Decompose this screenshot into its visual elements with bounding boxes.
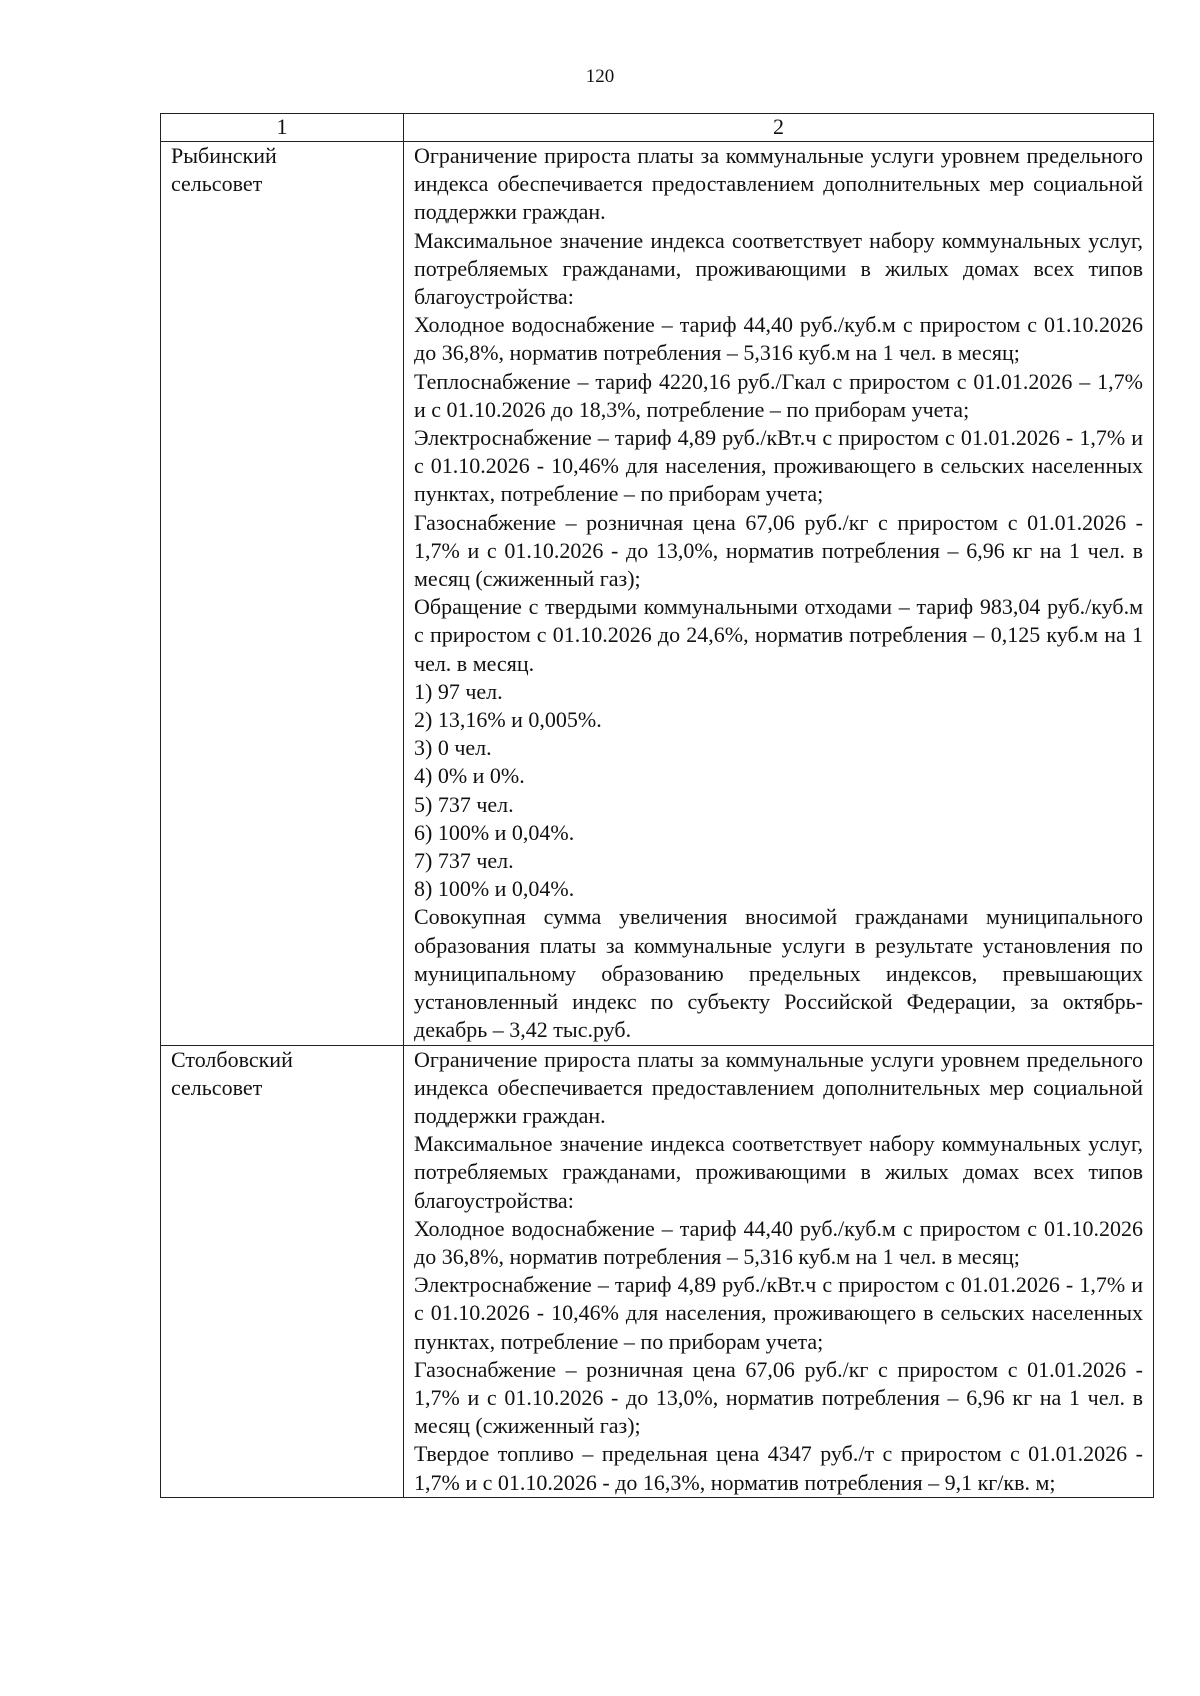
municipality-name-line: Столбовский	[171, 1046, 293, 1072]
paragraph: Твердое топливо – предельная цена 4347 руб./т с приростом с 01.01.2026 - 1,7% и с 01.10.2026 - до 16,3%, норматив потребления – 9,1 кг/кв. м;	[414, 1441, 1143, 1495]
list-item: 8) 100% и 0,04%.	[414, 876, 575, 902]
municipality-name-cell	[161, 142, 404, 1046]
paragraph: Электроснабжение – тариф 4,89 руб./кВт.ч с приростом с 01.01.2026 - 1,7% и с 01.10.2026 - 10,46% для населения, проживающего в сельских населенных пунктах, потребление – по приборам учета;	[414, 1272, 1143, 1354]
paragraph: Ограничение прироста платы за коммунальные услуги уровнем предельного индекса обеспечивается предоставлением дополнительных мер социальной поддержки граждан.	[414, 143, 1143, 225]
paragraph: Максимальное значение индекса соответствует набору коммунальных услуг, потребляемых гражданами, проживающими в жилых домах всех типов благоустройства:	[414, 227, 1143, 310]
paragraph: Холодное водоснабжение – тариф 44,40 руб./куб.м с приростом с 01.10.2026 до 36,8%, норматив потребления – 5,316 куб.м на 1 чел. в месяц;	[414, 1215, 1143, 1269]
paragraph: Электроснабжение – тариф 4,89 руб./кВт.ч с приростом с 01.01.2026 - 1,7% и с 01.10.2026 - 10,46% для населения, проживающего в сельских населенных пунктах, потребление – по приборам учета;	[414, 425, 1143, 507]
paragraph: Холодное водоснабжение – тариф 44,40 руб./куб.м с приростом с 01.10.2026 до 36,8%, норматив потребления – 5,316 куб.м на 1 чел. в месяц;	[414, 312, 1143, 366]
municipality-description-cell	[404, 142, 1154, 1046]
paragraph: Газоснабжение – розничная цена 67,06 руб./кг с приростом с 01.01.2026 - 1,7% и с 01.10.2026 - до 13,0%, норматив потребления – 6,96 кг на 1 чел. в месяц (сжиженный газ);	[414, 509, 1143, 592]
paragraph: Обращение с твердыми коммунальными отходами – тариф 983,04 руб./куб.м с приростом с 01.10.2026 до 24,6%, норматив потребления – 0,125 куб.м на 1 чел. в месяц.	[414, 594, 1143, 676]
municipality-name-line: Рыбинский	[171, 143, 277, 168]
list-item: 3) 0 чел.	[414, 735, 492, 761]
column-header-1: 1	[161, 114, 404, 142]
list-item: 2) 13,16% и 0,005%.	[414, 707, 602, 733]
list-item: 6) 100% и 0,04%.	[414, 819, 575, 845]
paragraph: Максимальное значение индекса соответствует набору коммунальных услуг, потребляемых гражданами, проживающими в жилых домах всех типов благоустройства:	[414, 1131, 1143, 1213]
municipality-name-line: сельсовет	[171, 171, 263, 197]
list-item: 5) 737 чел.	[414, 791, 514, 817]
paragraph: Ограничение прироста платы за коммунальные услуги уровнем предельного индекса обеспечивается предоставлением дополнительных мер социальной поддержки граждан.	[414, 1046, 1143, 1128]
column-header-2: 2	[404, 114, 1154, 142]
table-row	[161, 142, 1154, 1046]
page-number: 120	[585, 66, 615, 87]
paragraph: Газоснабжение – розничная цена 67,06 руб./кг с приростом с 01.01.2026 - 1,7% и с 01.10.2026 - до 13,0%, норматив потребления – 6,96 кг на 1 чел. в месяц (сжиженный газ);	[414, 1356, 1143, 1439]
list-item: 1) 97 чел.	[414, 678, 503, 704]
municipality-name-cell	[161, 1045, 404, 1497]
paragraph: Теплоснабжение – тариф 4220,16 руб./Гкал с приростом с 01.01.2026 – 1,7% и с 01.10.2026 до 18,3%, потребление – по приборам учета;	[414, 368, 1143, 422]
table-row	[161, 1045, 1154, 1497]
list-item: 7) 737 чел.	[414, 848, 514, 874]
list-item: 4) 0% и 0%.	[414, 763, 525, 789]
table-header-row	[161, 114, 1154, 142]
municipality-description-cell	[404, 1045, 1154, 1497]
municipality-name-line: сельсовет	[171, 1074, 263, 1100]
document-table	[160, 113, 1154, 1498]
summary-paragraph: Совокупная сумма увеличения вносимой гражданами муниципального образования платы за коммунальные услуги в результате установления по муниципальному образованию предельных индексов, превышающих установленный индекс по субъекту Российской Федерации, за октябрь-декабрь – 3,42 тыс.руб.	[414, 904, 1143, 1043]
